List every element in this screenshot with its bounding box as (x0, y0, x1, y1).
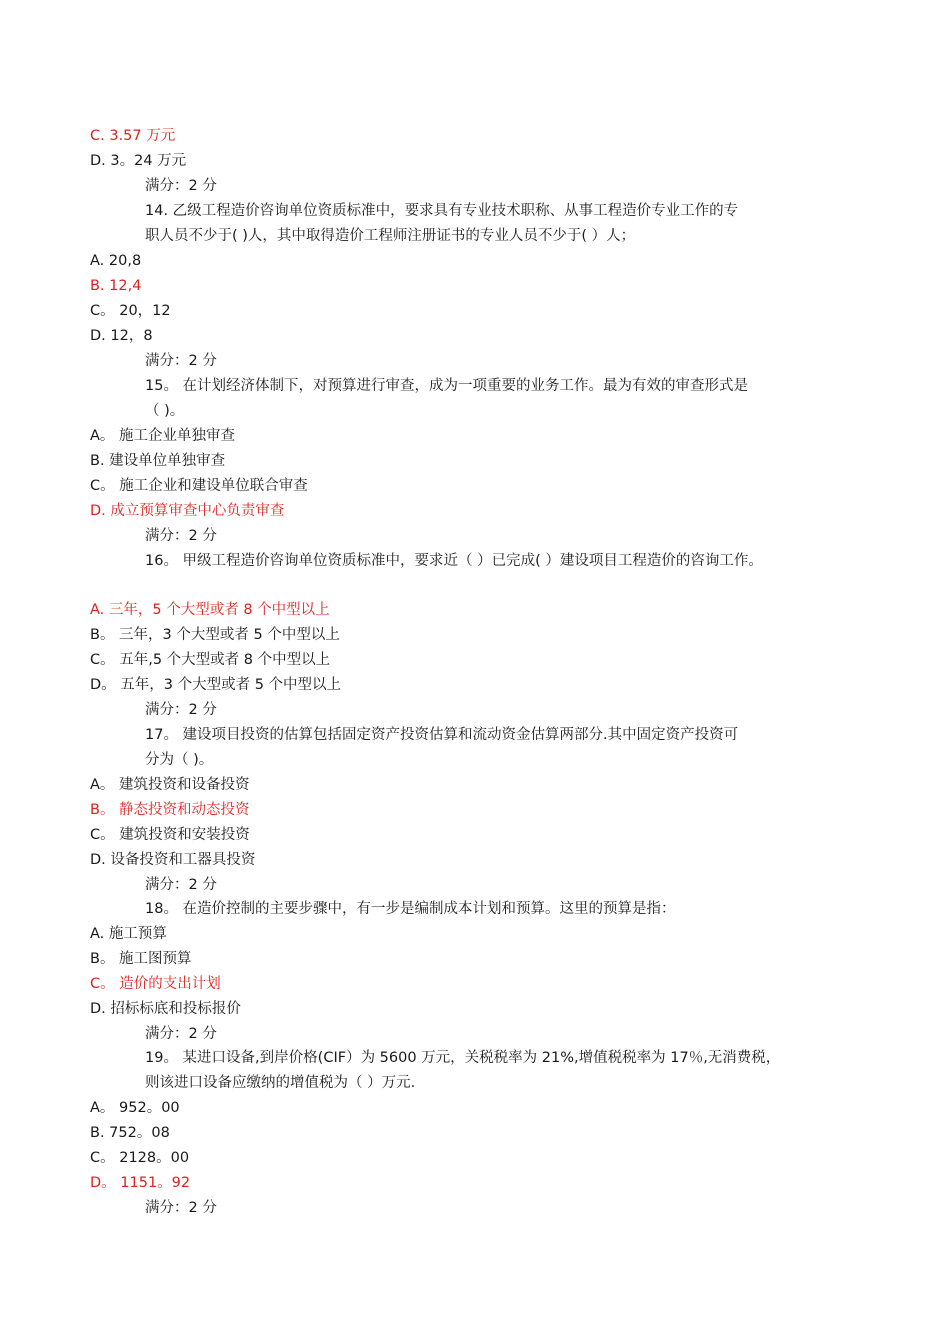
option-c: C。 施工企业和建设单位联合审查 (90, 478, 308, 494)
option-c: C。 五年,5 个大型或者 8 个中型以上 (90, 652, 331, 668)
option-d-answer: D. 成立预算审查中心负责审查 (90, 503, 285, 519)
option-a: A。 建筑投资和设备投资 (90, 777, 250, 793)
option-b: B. 752。08 (90, 1125, 170, 1141)
option-c: C。 建筑投资和安装投资 (90, 827, 250, 843)
full-score: 满分：2 分 (145, 353, 217, 369)
full-score: 满分：2 分 (145, 702, 217, 718)
question-14: 14. 乙级工程造价咨询单位资质标准中，要求具有专业技术职称、从事工程造价专业工作的专 (145, 203, 739, 219)
option-d: D。 五年，3 个大型或者 5 个中型以上 (90, 677, 342, 693)
option-d: D. 3。24 万元 (90, 153, 187, 169)
option-d-answer: D。 1151。92 (90, 1175, 191, 1191)
question-16: 16。 甲级工程造价咨询单位资质标准中，要求近（ ）已完成( ）建设项目工程造价的咨询工作。 (145, 553, 763, 569)
option-d: D. 12，8 (90, 328, 153, 344)
option-a: A。 施工企业单独审查 (90, 428, 236, 444)
question-19: 19。 某进口设备,到岸价格(CIF）为 5600 万元，关税税率为 21%,增值税税率为 17％,无消费税， (145, 1050, 781, 1066)
question-17: 17。 建设项目投资的估算包括固定资产投资估算和流动资金估算两部分.其中固定资产投资可 (145, 727, 739, 743)
question-14-cont: 职人员不少于( )人，其中取得造价工程师注册证书的专业人员不少于( ）人； (145, 228, 636, 244)
full-score: 满分：2 分 (145, 528, 217, 544)
option-d: D. 招标标底和投标报价 (90, 1001, 241, 1017)
option-c-answer: C. 3.57 万元 (90, 128, 176, 144)
option-c: C。 20，12 (90, 303, 171, 319)
question-18: 18。 在造价控制的主要步骤中，有一步是编制成本计划和预算。这里的预算是指： (145, 901, 676, 917)
option-a: A. 施工预算 (90, 926, 167, 942)
question-15-cont: （ )。 (145, 403, 185, 419)
question-15: 15。 在计划经济体制下，对预算进行审查，成为一项重要的业务工作。最为有效的审查形式是 (145, 378, 749, 394)
option-c-answer: C。 造价的支出计划 (90, 976, 221, 992)
option-a-answer: A. 三年，5 个大型或者 8 个中型以上 (90, 602, 330, 618)
full-score: 满分：2 分 (145, 877, 217, 893)
option-c: C。 2128。00 (90, 1150, 190, 1166)
option-d: D. 设备投资和工器具投资 (90, 852, 256, 868)
option-a: A。 952。00 (90, 1100, 180, 1116)
option-b: B。 施工图预算 (90, 951, 192, 967)
question-17-cont: 分为（ )。 (145, 752, 214, 768)
option-b: B。 三年，3 个大型或者 5 个中型以上 (90, 627, 340, 643)
question-19-cont: 则该进口设备应缴纳的增值税为（ ）万元. (145, 1075, 416, 1091)
full-score: 满分：2 分 (145, 1026, 217, 1042)
option-b: B. 建设单位单独审查 (90, 453, 226, 469)
full-score: 满分：2 分 (145, 1200, 217, 1216)
option-a: A. 20,8 (90, 253, 142, 269)
option-b-answer: B。 静态投资和动态投资 (90, 802, 250, 818)
option-b-answer: B. 12,4 (90, 278, 142, 294)
full-score: 满分：2 分 (145, 178, 217, 194)
